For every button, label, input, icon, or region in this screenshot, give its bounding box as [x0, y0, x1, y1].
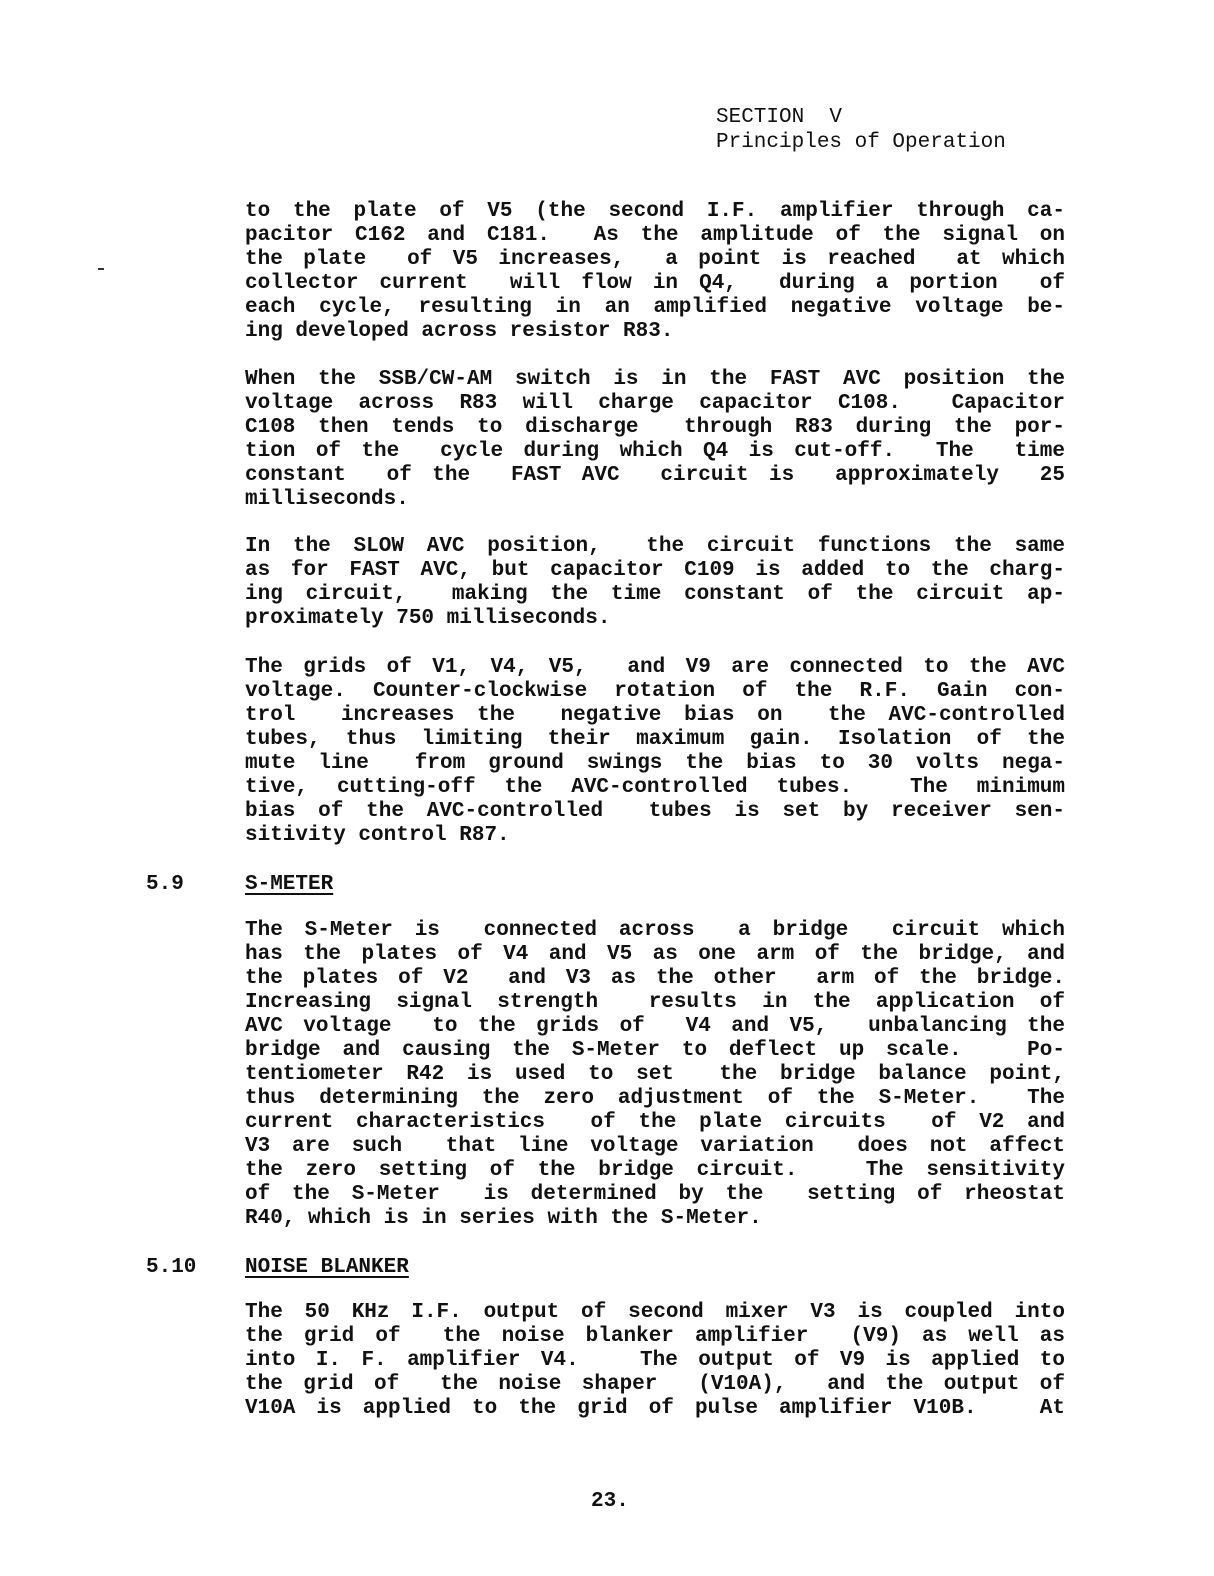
- paragraph-s-meter: [245, 919, 1065, 1231]
- text-line: trol increases the negative bias on the AVC-controlled: [245, 704, 1065, 727]
- text-line: each cycle, resulting in an amplified negative voltage be-: [245, 296, 1065, 319]
- section-title-s-meter: S-METER: [245, 873, 334, 896]
- text-line: ing developed across resistor R83.: [245, 320, 674, 343]
- text-line: milliseconds.: [245, 488, 409, 511]
- section-number: 5.10: [146, 1256, 197, 1279]
- text-line: When the SSB/CW-AM switch is in the FAST AVC position the: [245, 368, 1065, 391]
- section-header: [716, 105, 1006, 155]
- text-line: thus determining the zero adjustment of the S-Meter. The: [245, 1087, 1065, 1110]
- text-line: constant of the FAST AVC circuit is approximately 25: [245, 464, 1065, 487]
- text-line: to the plate of V5 (the second I.F. amplifier through ca-: [245, 200, 1065, 223]
- text-line: C108 then tends to discharge through R83 during the por-: [245, 416, 1065, 439]
- section-label: SECTION V: [716, 106, 843, 129]
- paragraph-slow-avc: [245, 535, 1065, 631]
- margin-mark: [98, 268, 104, 270]
- paragraph-fast-avc: [245, 368, 1065, 512]
- text-line: tive, cutting-off the AVC-controlled tubes. The minimum: [245, 776, 1065, 799]
- text-line: pacitor C162 and C181. As the amplitude of the signal on: [245, 224, 1065, 247]
- text-line: V10A is applied to the grid of pulse amplifier V10B. At: [245, 1397, 1065, 1420]
- text-line: ing circuit, making the time constant of the circuit ap-: [245, 583, 1065, 606]
- text-line: voltage. Counter-clockwise rotation of the R.F. Gain con-: [245, 680, 1065, 703]
- text-line: voltage across R83 will charge capacitor C108. Capacitor: [245, 392, 1065, 415]
- text-line: the zero setting of the bridge circuit. The sensitivity: [245, 1159, 1065, 1182]
- section-subtitle: Principles of Operation: [716, 131, 1006, 154]
- text-line: as for FAST AVC, but capacitor C109 is added to the charg-: [245, 559, 1065, 582]
- text-line: collector current will flow in Q4, during a portion of: [245, 272, 1065, 295]
- text-line: The grids of V1, V4, V5, and V9 are connected to the AVC: [245, 656, 1065, 679]
- text-line: tentiometer R42 is used to set the bridge balance point,: [245, 1063, 1065, 1086]
- text-line: the grid of the noise blanker amplifier (V9) as well as: [245, 1325, 1065, 1348]
- section-title-noise-blanker: NOISE BLANKER: [245, 1256, 409, 1279]
- text-line: bias of the AVC-controlled tubes is set by receiver sen-: [245, 800, 1065, 823]
- paragraph-plate-v5: [245, 200, 1065, 344]
- text-line: The S-Meter is connected across a bridge circuit which: [245, 919, 1065, 942]
- text-line: The 50 KHz I.F. output of second mixer V3 is coupled into: [245, 1301, 1065, 1324]
- text-line: tubes, thus limiting their maximum gain. Isolation of the: [245, 728, 1065, 751]
- page-number: 23.: [591, 1490, 629, 1513]
- text-line: V3 are such that line voltage variation does not affect: [245, 1135, 1065, 1158]
- text-line: the plates of V2 and V3 as the other arm of the bridge.: [245, 967, 1065, 990]
- text-line: In the SLOW AVC position, the circuit functions the same: [245, 535, 1065, 558]
- text-line: proximately 750 milliseconds.: [245, 607, 611, 630]
- section-number: 5.9: [146, 873, 184, 896]
- text-line: R40, which is in series with the S-Meter.: [245, 1207, 762, 1230]
- text-line: the plate of V5 increases, a point is reached at which: [245, 248, 1065, 271]
- text-line: the grid of the noise shaper (V10A), and the output of: [245, 1373, 1065, 1396]
- text-line: of the S-Meter is determined by the setting of rheostat: [245, 1183, 1065, 1206]
- text-line: into I. F. amplifier V4. The output of V9 is applied to: [245, 1349, 1065, 1372]
- text-line: Increasing signal strength results in the application of: [245, 991, 1065, 1014]
- text-line: current characteristics of the plate circuits of V2 and: [245, 1111, 1065, 1134]
- paragraph-noise-blanker: [245, 1301, 1065, 1421]
- text-line: AVC voltage to the grids of V4 and V5, unbalancing the: [245, 1015, 1065, 1038]
- text-line: has the plates of V4 and V5 as one arm of the bridge, and: [245, 943, 1065, 966]
- text-line: sitivity control R87.: [245, 824, 510, 847]
- text-line: mute line from ground swings the bias to 30 volts nega-: [245, 752, 1065, 775]
- text-line: bridge and causing the S-Meter to deflect up scale. Po-: [245, 1039, 1065, 1062]
- paragraph-avc-grids: [245, 656, 1065, 848]
- text-line: tion of the cycle during which Q4 is cut-off. The time: [245, 440, 1065, 463]
